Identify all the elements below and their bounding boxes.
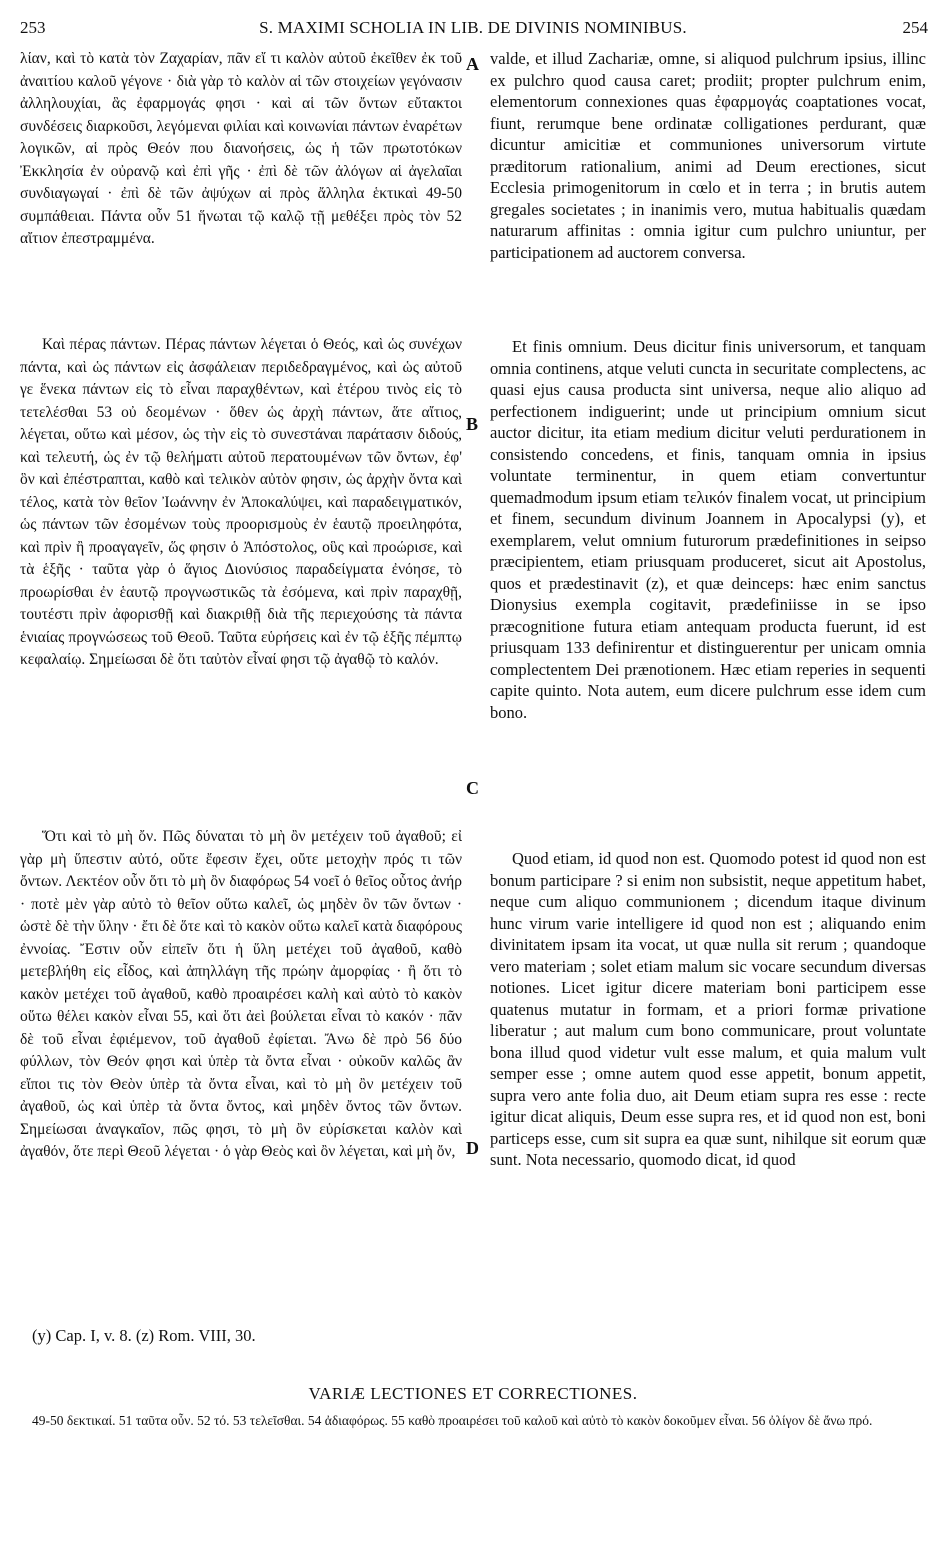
latin-paragraph-3: Quod etiam, id quod non est. Quomodo potest id quod non est bonum participare ? si enim non subsistit, neque appetitum habet, neque cum aliquo communionem ; dicendum itaque divinum hunc virum varie intelligere id quod non est ; aliquando enim divinitatem ipsam ita vocat, ut quæ nulla sit rerum ; quandoque vero materiam ; solet etiam malum sic vocare secundum diversas notiones. Licet igitur dicere materiam boni participem esse quatenus mutatur in formam, et a priori formæ privatione liberatur ; aut malum cum bono communicare, prout voluntate bona illud quod videtur vult esse malum, et quia malum vult semper esse ; omne autem quod esse appetit, bonum appetit, supra vero ante folia duo, ait Deum etiam supra res esse : recte igitur dicat aliquis, Deum esse supra res, et id quod non est, boni particeps esse, cum sit supra ea quæ sunt, nihilque sit eorum quæ sunt. Nota necessario, quomodo dicat, id quod xyxy=(490,849,926,1169)
greek-paragraph-1: λίαν, καὶ τὸ κατὰ τὸν Ζαχαρίαν, πᾶν εἴ τι καλὸν αὐτοῦ ἐκεῖθεν ἐκ τοῦ ἀναιτίου καλοῦ γέγονε · διὰ γὰρ τὸ καλὸν αἱ τῶν στοιχείων γεγόνασιν ἀλληλουχίαι, ἃς ἐφαρμογάς φησι · καὶ αἱ τῶν ὄντων εὔτακτοι συνδέσεις διαρκοῦσι, λεγόμεναι φιλίαι καὶ κοινωνίαι πάντων ἐναρέτων λογικῶν, αἱ πρὸς Θεόν που διανοήσεις, ὡς ἡ τῶν πρωτοτόκων Ἐκκλησία ἐν οὐρανῷ καὶ ἐπὶ γῆς · ἐπὶ δὲ τῶν ἀλόγων αἱ ἀγελαῖαι συνδιαγωγαί · ἐπὶ δὲ τῶν ἀψύχων αἱ πρὸς ἄλληλα ἑκτικαὶ 49-50 συμπάθειαι. Πάντα οὖν 51 ἥνωται τῷ καλῷ τῇ μεθέξει πρὸς τὸν 52 αἴτιον ἐπεστραμμένα. xyxy=(20,50,462,247)
variae-title: VARIÆ LECTIONES ET CORRECTIONES. xyxy=(308,1384,638,1403)
margin-letter-c: C xyxy=(466,778,479,798)
running-title: S. MAXIMI SCHOLIA IN LIB. DE DIVINIS NOMINIBUS. xyxy=(259,18,687,37)
page-number-right: 254 xyxy=(902,18,928,37)
margin-letter-a: A xyxy=(466,54,479,74)
footnotes: (y) Cap. I, v. 8. (z) Rom. VIII, 30. xyxy=(32,1326,256,1345)
greek-paragraph-2: Καὶ πέρας πάντων. Πέρας πάντων λέγεται ὁ Θεός, καὶ ὡς συνέχων πάντα, καὶ ὡς πάντων εἰς ἀσφάλειαν περιδεδραγμένος, καὶ ὡς αὐτοῦ γε ἕνεκα πάντων εἰς τὸ εἶναι παραχθέντων, καὶ ἑτέρου τινὸς εἰς τὸ τετελέσθαι 53 οὐ δεομένων · ὅθεν ὡς ἀρχὴ πάντων, ἅτε αἴτιος, λέγεται, οὕτω καὶ μέσον, ὡς τὴν εἰς τὸ συνεστάναι παράτασιν διδούς, καὶ τελευτή, ὡς ἐν τῷ θελήματι αὐτοῦ περατουμένων τῶν ὄντων, ἐφ' ὃν καὶ ἐπέστραπται, καθὸ καὶ τελικὸν αὐτὸν φησιν, ὡς ἀρχὴν ὄντα καὶ τέλος, κατὰ τὸν θεῖον Ἰωάννην ἐν Ἀποκαλύψει, καὶ παραδειγματικόν, ὡς πάντων τῶν ἐσομένων τοὺς προορισμοὺς ἐν ἑαυτῷ προειληφότα, καὶ πρὶν ἢ προαγαγεῖν, ὥς φησιν ὁ Ἀπόστολος, οὓς καὶ προώρισε, καὶ τὰ ἑξῆς · ταῦτα γὰρ ὁ ἅγιος Διονύσιος παραδείγματα ἐνόησε, τὸ προωρίσθαι ἐν ἑαυτῷ προγνωστικῶς τὰ ἐσόμενα, καὶ πρὶν παραχθῇ, τουτέστι πρὶν ἀφορισθῇ καὶ διακριθῇ διὰ τῆς περιεχούσης τὰ πάντα ἑνιαίας προγνώσεως τοῦ Θεοῦ. Ταῦτα εὑρήσεις καὶ ἐν τῷ ἑξῆς πέμπτῳ κεφαλαίῳ. Σημείωσαι δὲ ὅτι ταὐτὸν εἶναί φησι τῷ ἀγαθῷ τὸ καλόν. xyxy=(20,336,462,668)
page-header xyxy=(12,14,934,40)
latin-paragraph-2: Et finis omnium. Deus dicitur finis universorum, et tanquam omnia continens, atque veluti cuncta in securitate complectens, ac quasi ejus causa producta sint universa, neque alio aliquo ad perfectionem indiguerint; unde ut principium omnium sicut auctor dicitur, ita etiam medium dicitur veluti perdurationem in consistendo concedens, et finis, tanquam omnia in ipsius voluntate terminentur, in quem etiam convertuntur quemadmodum ipsum etiam τελικόν finalem vocat, ut principium et finem, secundum divinum Joannem in Apocalypsi (y), et exemplarem, velut omnium futurorum prædefinitiones in seipso præcipientem, etiam priusquam produceret, sicut ait Apostolus, quos et prædestinavit (z), et quæ deinceps: hæc enim sanctus Dionysius exempla cogitavit, prædefiniisse in se ipso præcognitione futura etiam antequam producta fuerunt, id est priusquam 133 definirentur et distinguerentur per unicam omnia complectentem Dei prænotionem. Hæc etiam reperies in sequenti capite quinto. Nota autem, eum dicere pulchrum esse idem cum bono. xyxy=(490,337,926,722)
margin-letter-b: B xyxy=(466,414,479,434)
margin-letter-d: D xyxy=(466,1138,479,1158)
latin-paragraph-1: valde, et illud Zachariæ, omne, si aliquod pulchrum ipsius, illinc ex pulchro quod causa caret; prodiit; propter pulchrum enim, elementorum connexiones quas ἐφαρμογάς coaptationes vocat, fiunt, rerumque bene ordinatæ colligationes perdurant, quæ dicuntur amicitiæ et communiones universorum virtute præditorum rationalium, animi ad Deum erectiones, sicut Ecclesia primogenitorum in cœlo et in terra ; in brutis autem gregales societates ; in inanimis vero, mutua habitualis quædam naturarum affinitas : omnia igitur cum pulchro uniuntur, per participationem ad auctorem conversa. xyxy=(490,49,926,262)
greek-paragraph-3: Ὅτι καὶ τὸ μὴ ὄν. Πῶς δύναται τὸ μὴ ὂν μετέχειν τοῦ ἀγαθοῦ; εἰ γὰρ μὴ ὕπεστιν αὐτό, οὔτε ἔφεσιν ἔχει, οὔτε μετοχὴν πρός τι τῶν ὄντων. Λεκτέον οὖν ὅτι τὸ μὴ ὂν διαφόρως 54 νοεῖ ὁ θεῖος οὗτος ἀνήρ · ποτὲ μὲν γὰρ αὐτὸ τὸ θεῖον οὕτω καλεῖ, ὡς μηδὲν ὂν τῶν ὄντων · ὡστὲ δὲ τὴν ὕλην · ἔτι δὲ ὅτε καὶ τὸ κακὸν οὕτω καλεῖ κατὰ διαφόρους ἐννοίας. Ἔστιν οὖν εἰπεῖν ὅτι ἡ ὕλη μετέχει τοῦ ἀγαθοῦ, καθὸ μετεβλήθη εἰς εἶδος, καὶ ἀπηλλάγη τῆς πρώην ἀμορφίας · ἢ ὅτι τὸ κακὸν μετέχει τοῦ ἀγαθοῦ, καθὸ προαιρέσει καλὴ καὶ αὐτὸ τὸ κακὸν οὕτω θέλει κακὸν εἶναι 55, καὶ ὅτι ἀεὶ βούλεται εἶναι τὸ κακόν · πᾶν δὲ τοῦ εἶναι ἐφιέμενον, τοῦ ἀγαθοῦ ἐφίεται. Ἄνω δὲ πρὸ 56 δύο φύλλων, τὸν Θεόν φησι καὶ ὑπὲρ τὰ ὄντα εἶναι · οὐκοῦν καλῶς ἂν εἴποι τις τὸν Θεὸν ὑπὲρ τὰ ὄντα εἶναι, καὶ τὸ μὴ ὂν μετέχειν τοῦ ἀγαθοῦ, ὡς καὶ ὑπὲρ τὰ ὄντα ὄντος, καὶ μηδὲν ὄντος τῶν ὄντων. Σημείωσαι ἀναγκαῖον, πῶς φησι, τὸ μὴ ὂν εὑρίσκεται καλὸν καὶ ἀγαθόν, ὅτε περὶ Θεοῦ λέγεται · ὁ γὰρ Θεὸς καὶ ὂν λέγεται, καὶ μὴ ὄν, xyxy=(20,828,462,1160)
variae-text: 49-50 δεκτικαί. 51 ταῦτα οὖν. 52 τό. 53 τελεῖσθαι. 54 ἀδιαφόρως. 55 καθὸ προαιρέσει τοῦ καλοῦ καὶ αὐτὸ τὸ κακὸν δοκοῦμεν εἶναι. 56 ὀλίγον δὲ ἄνω πρό. xyxy=(32,1413,873,1428)
page-number-left: 253 xyxy=(20,18,46,37)
